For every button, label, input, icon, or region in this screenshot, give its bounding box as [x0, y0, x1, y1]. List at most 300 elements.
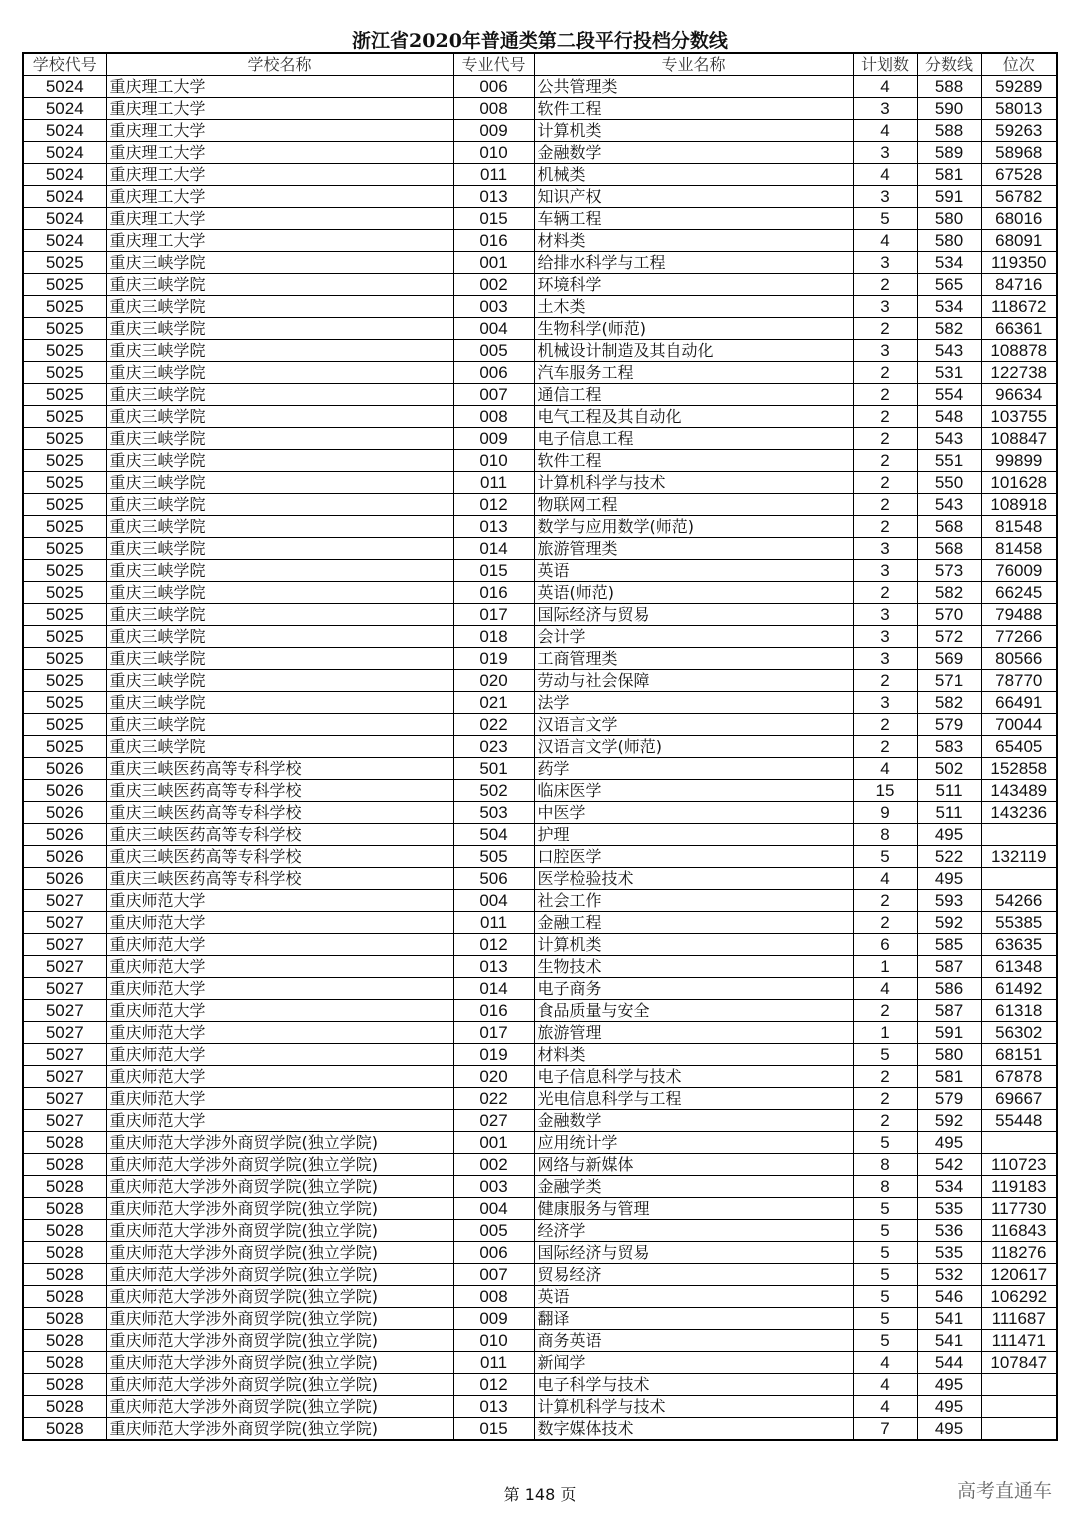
cell-school-name: 重庆师范大学涉外商贸学院(独立学院) — [106, 1396, 453, 1418]
cell-school-name: 重庆理工大学 — [106, 186, 453, 208]
cell-school-name: 重庆师范大学涉外商贸学院(独立学院) — [106, 1352, 453, 1374]
cell-school-code: 5025 — [23, 516, 106, 538]
cell-plan-count: 5 — [853, 1330, 917, 1352]
cell-school-name: 重庆理工大学 — [106, 76, 453, 98]
cell-major-name: 环境科学 — [534, 274, 853, 296]
cell-major-name: 新闻学 — [534, 1352, 853, 1374]
cell-score-line: 592 — [917, 912, 981, 934]
cell-school-name: 重庆师范大学涉外商贸学院(独立学院) — [106, 1418, 453, 1441]
cell-school-name: 重庆师范大学涉外商贸学院(独立学院) — [106, 1176, 453, 1198]
cell-rank: 79488 — [981, 604, 1057, 626]
cell-major-name: 计算机科学与技术 — [534, 1396, 853, 1418]
cell-score-line: 543 — [917, 340, 981, 362]
cell-major-code: 011 — [453, 472, 534, 494]
cell-school-name: 重庆师范大学涉外商贸学院(独立学院) — [106, 1198, 453, 1220]
cell-major-name: 劳动与社会保障 — [534, 670, 853, 692]
cell-major-name: 数字媒体技术 — [534, 1418, 853, 1441]
cell-major-code: 016 — [453, 230, 534, 252]
cell-rank: 132119 — [981, 846, 1057, 868]
table-row — [23, 516, 1057, 538]
cell-school-code: 5027 — [23, 1066, 106, 1088]
cell-school-name: 重庆三峡学院 — [106, 450, 453, 472]
cell-rank: 78770 — [981, 670, 1057, 692]
cell-major-name: 电子信息科学与技术 — [534, 1066, 853, 1088]
cell-score-line: 543 — [917, 428, 981, 450]
cell-plan-count: 2 — [853, 670, 917, 692]
cell-plan-count: 1 — [853, 1022, 917, 1044]
cell-rank — [981, 868, 1057, 890]
table-row — [23, 1154, 1057, 1176]
cell-score-line: 587 — [917, 956, 981, 978]
cell-rank: 61492 — [981, 978, 1057, 1000]
cell-school-name: 重庆师范大学涉外商贸学院(独立学院) — [106, 1154, 453, 1176]
header-plan-count: 计划数 — [853, 53, 917, 76]
cell-school-name: 重庆三峡学院 — [106, 494, 453, 516]
cell-major-name: 网络与新媒体 — [534, 1154, 853, 1176]
cell-rank: 118276 — [981, 1242, 1057, 1264]
cell-major-name: 电气工程及其自动化 — [534, 406, 853, 428]
cell-school-code: 5028 — [23, 1308, 106, 1330]
cell-major-name: 机械类 — [534, 164, 853, 186]
cell-score-line: 522 — [917, 846, 981, 868]
cell-major-code: 027 — [453, 1110, 534, 1132]
table-row — [23, 758, 1057, 780]
cell-school-code: 5025 — [23, 604, 106, 626]
cell-major-code: 005 — [453, 340, 534, 362]
cell-plan-count: 9 — [853, 802, 917, 824]
table-row — [23, 186, 1057, 208]
cell-school-code: 5024 — [23, 230, 106, 252]
cell-rank — [981, 1396, 1057, 1418]
cell-school-code: 5025 — [23, 450, 106, 472]
cell-rank: 108847 — [981, 428, 1057, 450]
cell-school-code: 5025 — [23, 384, 106, 406]
cell-rank: 103755 — [981, 406, 1057, 428]
cell-rank: 68091 — [981, 230, 1057, 252]
table-row — [23, 626, 1057, 648]
table-row — [23, 406, 1057, 428]
cell-score-line: 585 — [917, 934, 981, 956]
cell-score-line: 580 — [917, 1044, 981, 1066]
cell-major-name: 英语(师范) — [534, 582, 853, 604]
table-row — [23, 1286, 1057, 1308]
header-school-code: 学校代号 — [23, 53, 106, 76]
cell-school-name: 重庆理工大学 — [106, 120, 453, 142]
cell-major-name: 车辆工程 — [534, 208, 853, 230]
cell-major-code: 003 — [453, 296, 534, 318]
cell-major-code: 020 — [453, 1066, 534, 1088]
cell-school-code: 5026 — [23, 868, 106, 890]
cell-school-code: 5028 — [23, 1264, 106, 1286]
cell-major-code: 020 — [453, 670, 534, 692]
cell-school-code: 5024 — [23, 76, 106, 98]
cell-major-name: 旅游管理类 — [534, 538, 853, 560]
cell-major-code: 013 — [453, 1396, 534, 1418]
cell-major-name: 计算机类 — [534, 120, 853, 142]
cell-score-line: 592 — [917, 1110, 981, 1132]
table-row — [23, 934, 1057, 956]
cell-major-code: 008 — [453, 406, 534, 428]
cell-rank: 56782 — [981, 186, 1057, 208]
cell-school-code: 5025 — [23, 648, 106, 670]
cell-school-code: 5025 — [23, 318, 106, 340]
table-row — [23, 692, 1057, 714]
cell-plan-count: 2 — [853, 428, 917, 450]
cell-school-name: 重庆师范大学 — [106, 1044, 453, 1066]
cell-plan-count: 5 — [853, 1044, 917, 1066]
table-row — [23, 142, 1057, 164]
cell-plan-count: 3 — [853, 626, 917, 648]
cell-major-code: 017 — [453, 1022, 534, 1044]
cell-major-code: 501 — [453, 758, 534, 780]
cell-rank: 110723 — [981, 1154, 1057, 1176]
cell-score-line: 593 — [917, 890, 981, 912]
table-row — [23, 1220, 1057, 1242]
cell-major-name: 口腔医学 — [534, 846, 853, 868]
cell-major-name: 物联网工程 — [534, 494, 853, 516]
cell-rank: 65405 — [981, 736, 1057, 758]
cell-school-code: 5028 — [23, 1176, 106, 1198]
cell-plan-count: 2 — [853, 890, 917, 912]
cell-school-code: 5025 — [23, 428, 106, 450]
cell-score-line: 546 — [917, 1286, 981, 1308]
cell-school-name: 重庆师范大学 — [106, 978, 453, 1000]
cell-school-name: 重庆三峡学院 — [106, 362, 453, 384]
cell-major-name: 药学 — [534, 758, 853, 780]
cell-school-name: 重庆三峡学院 — [106, 318, 453, 340]
cell-school-name: 重庆师范大学 — [106, 1022, 453, 1044]
cell-score-line: 541 — [917, 1330, 981, 1352]
cell-school-name: 重庆三峡学院 — [106, 472, 453, 494]
cell-school-code: 5025 — [23, 692, 106, 714]
table-row — [23, 824, 1057, 846]
cell-school-name: 重庆师范大学涉外商贸学院(独立学院) — [106, 1220, 453, 1242]
table-row — [23, 1330, 1057, 1352]
cell-school-code: 5025 — [23, 626, 106, 648]
cell-score-line: 579 — [917, 714, 981, 736]
cell-school-name: 重庆理工大学 — [106, 208, 453, 230]
cell-major-code: 013 — [453, 956, 534, 978]
cell-school-code: 5027 — [23, 1022, 106, 1044]
cell-major-code: 010 — [453, 1330, 534, 1352]
header-school-name: 学校名称 — [106, 53, 453, 76]
cell-plan-count: 2 — [853, 1110, 917, 1132]
cell-major-code: 008 — [453, 1286, 534, 1308]
cell-school-name: 重庆师范大学 — [106, 890, 453, 912]
table-row — [23, 340, 1057, 362]
table-row — [23, 1088, 1057, 1110]
cell-rank: 120617 — [981, 1264, 1057, 1286]
cell-school-code: 5027 — [23, 1110, 106, 1132]
cell-plan-count: 3 — [853, 340, 917, 362]
table-row — [23, 1022, 1057, 1044]
cell-rank: 96634 — [981, 384, 1057, 406]
cell-score-line: 534 — [917, 296, 981, 318]
cell-major-code: 003 — [453, 1176, 534, 1198]
cell-score-line: 548 — [917, 406, 981, 428]
cell-rank — [981, 1132, 1057, 1154]
cell-plan-count: 2 — [853, 450, 917, 472]
table-row — [23, 890, 1057, 912]
cell-school-name: 重庆师范大学涉外商贸学院(独立学院) — [106, 1286, 453, 1308]
cell-major-code: 014 — [453, 978, 534, 1000]
cell-school-code: 5027 — [23, 956, 106, 978]
cell-major-name: 材料类 — [534, 230, 853, 252]
cell-rank: 61348 — [981, 956, 1057, 978]
cell-plan-count: 7 — [853, 1418, 917, 1441]
cell-plan-count: 4 — [853, 120, 917, 142]
cell-plan-count: 3 — [853, 604, 917, 626]
cell-rank: 61318 — [981, 1000, 1057, 1022]
cell-score-line: 571 — [917, 670, 981, 692]
cell-score-line: 495 — [917, 824, 981, 846]
cell-plan-count: 5 — [853, 208, 917, 230]
cell-school-name: 重庆师范大学涉外商贸学院(独立学院) — [106, 1132, 453, 1154]
cell-plan-count: 4 — [853, 164, 917, 186]
cell-school-name: 重庆三峡学院 — [106, 384, 453, 406]
cell-major-name: 英语 — [534, 1286, 853, 1308]
cell-major-code: 009 — [453, 1308, 534, 1330]
cell-rank: 119350 — [981, 252, 1057, 274]
table-row — [23, 120, 1057, 142]
cell-major-code: 009 — [453, 120, 534, 142]
cell-major-code: 005 — [453, 1220, 534, 1242]
cell-major-code: 006 — [453, 362, 534, 384]
cell-rank — [981, 1374, 1057, 1396]
cell-school-name: 重庆师范大学涉外商贸学院(独立学院) — [106, 1308, 453, 1330]
cell-major-code: 502 — [453, 780, 534, 802]
table-row — [23, 802, 1057, 824]
cell-major-code: 010 — [453, 450, 534, 472]
table-row — [23, 1110, 1057, 1132]
cell-major-name: 会计学 — [534, 626, 853, 648]
cell-plan-count: 3 — [853, 186, 917, 208]
cell-major-code: 021 — [453, 692, 534, 714]
cell-rank: 69667 — [981, 1088, 1057, 1110]
cell-rank: 77266 — [981, 626, 1057, 648]
cell-major-name: 电子商务 — [534, 978, 853, 1000]
table-row — [23, 956, 1057, 978]
cell-plan-count: 2 — [853, 318, 917, 340]
cell-school-code: 5028 — [23, 1330, 106, 1352]
cell-rank: 66491 — [981, 692, 1057, 714]
cell-score-line: 495 — [917, 868, 981, 890]
cell-school-name: 重庆师范大学涉外商贸学院(独立学院) — [106, 1242, 453, 1264]
cell-plan-count: 2 — [853, 472, 917, 494]
cell-rank: 152858 — [981, 758, 1057, 780]
cell-school-code: 5028 — [23, 1418, 106, 1441]
cell-major-name: 给排水科学与工程 — [534, 252, 853, 274]
cell-score-line: 572 — [917, 626, 981, 648]
cell-major-name: 机械设计制造及其自动化 — [534, 340, 853, 362]
cell-rank — [981, 1418, 1057, 1441]
header-major-code: 专业代号 — [453, 53, 534, 76]
cell-major-name: 汉语言文学 — [534, 714, 853, 736]
cell-major-code: 018 — [453, 626, 534, 648]
cell-school-code: 5025 — [23, 538, 106, 560]
cell-school-code: 5027 — [23, 912, 106, 934]
cell-major-code: 016 — [453, 582, 534, 604]
cell-score-line: 543 — [917, 494, 981, 516]
cell-score-line: 587 — [917, 1000, 981, 1022]
table-row — [23, 670, 1057, 692]
score-table — [22, 52, 1058, 1441]
cell-major-name: 电子信息工程 — [534, 428, 853, 450]
cell-score-line: 586 — [917, 978, 981, 1000]
cell-score-line: 531 — [917, 362, 981, 384]
table-row — [23, 274, 1057, 296]
cell-major-code: 015 — [453, 1418, 534, 1441]
cell-school-name: 重庆三峡医药高等专科学校 — [106, 780, 453, 802]
cell-major-name: 经济学 — [534, 1220, 853, 1242]
table-row — [23, 1308, 1057, 1330]
cell-major-code: 002 — [453, 1154, 534, 1176]
cell-rank: 58968 — [981, 142, 1057, 164]
cell-major-name: 中医学 — [534, 802, 853, 824]
cell-major-code: 001 — [453, 252, 534, 274]
cell-school-name: 重庆师范大学 — [106, 1066, 453, 1088]
cell-plan-count: 4 — [853, 758, 917, 780]
cell-plan-count: 4 — [853, 1352, 917, 1374]
cell-score-line: 495 — [917, 1396, 981, 1418]
table-row — [23, 164, 1057, 186]
table-row — [23, 538, 1057, 560]
cell-major-name: 健康服务与管理 — [534, 1198, 853, 1220]
cell-plan-count: 5 — [853, 1242, 917, 1264]
cell-school-code: 5028 — [23, 1396, 106, 1418]
cell-major-name: 法学 — [534, 692, 853, 714]
cell-plan-count: 3 — [853, 252, 917, 274]
cell-school-code: 5025 — [23, 560, 106, 582]
cell-score-line: 582 — [917, 318, 981, 340]
cell-school-code: 5025 — [23, 714, 106, 736]
cell-plan-count: 2 — [853, 516, 917, 538]
table-row — [23, 252, 1057, 274]
cell-score-line: 580 — [917, 208, 981, 230]
cell-score-line: 569 — [917, 648, 981, 670]
cell-rank: 108878 — [981, 340, 1057, 362]
cell-school-code: 5025 — [23, 736, 106, 758]
cell-major-code: 007 — [453, 384, 534, 406]
cell-major-code: 004 — [453, 318, 534, 340]
cell-major-name: 护理 — [534, 824, 853, 846]
cell-plan-count: 4 — [853, 868, 917, 890]
cell-plan-count: 2 — [853, 1000, 917, 1022]
cell-school-name: 重庆理工大学 — [106, 164, 453, 186]
cell-major-code: 015 — [453, 560, 534, 582]
table-row — [23, 736, 1057, 758]
cell-major-code: 010 — [453, 142, 534, 164]
header-row — [23, 53, 1057, 76]
cell-school-code: 5025 — [23, 252, 106, 274]
cell-major-name: 计算机科学与技术 — [534, 472, 853, 494]
cell-school-code: 5025 — [23, 472, 106, 494]
cell-rank: 67878 — [981, 1066, 1057, 1088]
header-score-line: 分数线 — [917, 53, 981, 76]
cell-major-code: 023 — [453, 736, 534, 758]
page-number: 第 148 页 — [503, 1485, 577, 1504]
cell-school-name: 重庆三峡学院 — [106, 714, 453, 736]
cell-plan-count: 8 — [853, 1154, 917, 1176]
cell-school-name: 重庆师范大学 — [106, 956, 453, 978]
cell-school-code: 5024 — [23, 142, 106, 164]
table-row — [23, 1264, 1057, 1286]
table-row — [23, 1000, 1057, 1022]
cell-school-name: 重庆三峡学院 — [106, 670, 453, 692]
cell-rank: 81458 — [981, 538, 1057, 560]
cell-major-name: 临床医学 — [534, 780, 853, 802]
table-row — [23, 1374, 1057, 1396]
cell-school-code: 5025 — [23, 296, 106, 318]
cell-rank: 118672 — [981, 296, 1057, 318]
cell-school-code: 5025 — [23, 362, 106, 384]
cell-score-line: 568 — [917, 516, 981, 538]
cell-rank: 111471 — [981, 1330, 1057, 1352]
cell-score-line: 591 — [917, 1022, 981, 1044]
cell-major-name: 通信工程 — [534, 384, 853, 406]
table-row — [23, 1132, 1057, 1154]
cell-school-name: 重庆三峡学院 — [106, 560, 453, 582]
cell-rank: 66245 — [981, 582, 1057, 604]
cell-score-line: 532 — [917, 1264, 981, 1286]
cell-school-code: 5024 — [23, 186, 106, 208]
table-row — [23, 384, 1057, 406]
table-row — [23, 296, 1057, 318]
cell-school-name: 重庆理工大学 — [106, 230, 453, 252]
table-row — [23, 1198, 1057, 1220]
table-row — [23, 472, 1057, 494]
cell-major-code: 015 — [453, 208, 534, 230]
cell-score-line: 495 — [917, 1374, 981, 1396]
cell-major-code: 022 — [453, 714, 534, 736]
cell-score-line: 591 — [917, 186, 981, 208]
cell-school-code: 5028 — [23, 1352, 106, 1374]
cell-score-line: 568 — [917, 538, 981, 560]
cell-school-code: 5024 — [23, 208, 106, 230]
cell-plan-count: 3 — [853, 538, 917, 560]
cell-score-line: 495 — [917, 1418, 981, 1441]
cell-school-name: 重庆三峡医药高等专科学校 — [106, 758, 453, 780]
cell-score-line: 495 — [917, 1132, 981, 1154]
cell-plan-count: 5 — [853, 1220, 917, 1242]
cell-score-line: 511 — [917, 780, 981, 802]
cell-plan-count: 5 — [853, 846, 917, 868]
cell-school-code: 5028 — [23, 1286, 106, 1308]
cell-school-code: 5024 — [23, 120, 106, 142]
cell-plan-count: 4 — [853, 230, 917, 252]
header-major-name: 专业名称 — [534, 53, 853, 76]
cell-major-name: 知识产权 — [534, 186, 853, 208]
cell-major-code: 009 — [453, 428, 534, 450]
cell-school-code: 5024 — [23, 164, 106, 186]
cell-school-code: 5028 — [23, 1242, 106, 1264]
cell-rank: 108918 — [981, 494, 1057, 516]
cell-rank: 76009 — [981, 560, 1057, 582]
table-row — [23, 318, 1057, 340]
cell-major-code: 011 — [453, 1352, 534, 1374]
table-row — [23, 912, 1057, 934]
cell-major-name: 土木类 — [534, 296, 853, 318]
cell-school-name: 重庆三峡学院 — [106, 340, 453, 362]
cell-score-line: 542 — [917, 1154, 981, 1176]
cell-plan-count: 2 — [853, 494, 917, 516]
cell-rank: 143236 — [981, 802, 1057, 824]
cell-school-name: 重庆师范大学 — [106, 1088, 453, 1110]
cell-rank: 116843 — [981, 1220, 1057, 1242]
cell-major-code: 002 — [453, 274, 534, 296]
cell-school-code: 5024 — [23, 98, 106, 120]
cell-plan-count: 5 — [853, 1198, 917, 1220]
